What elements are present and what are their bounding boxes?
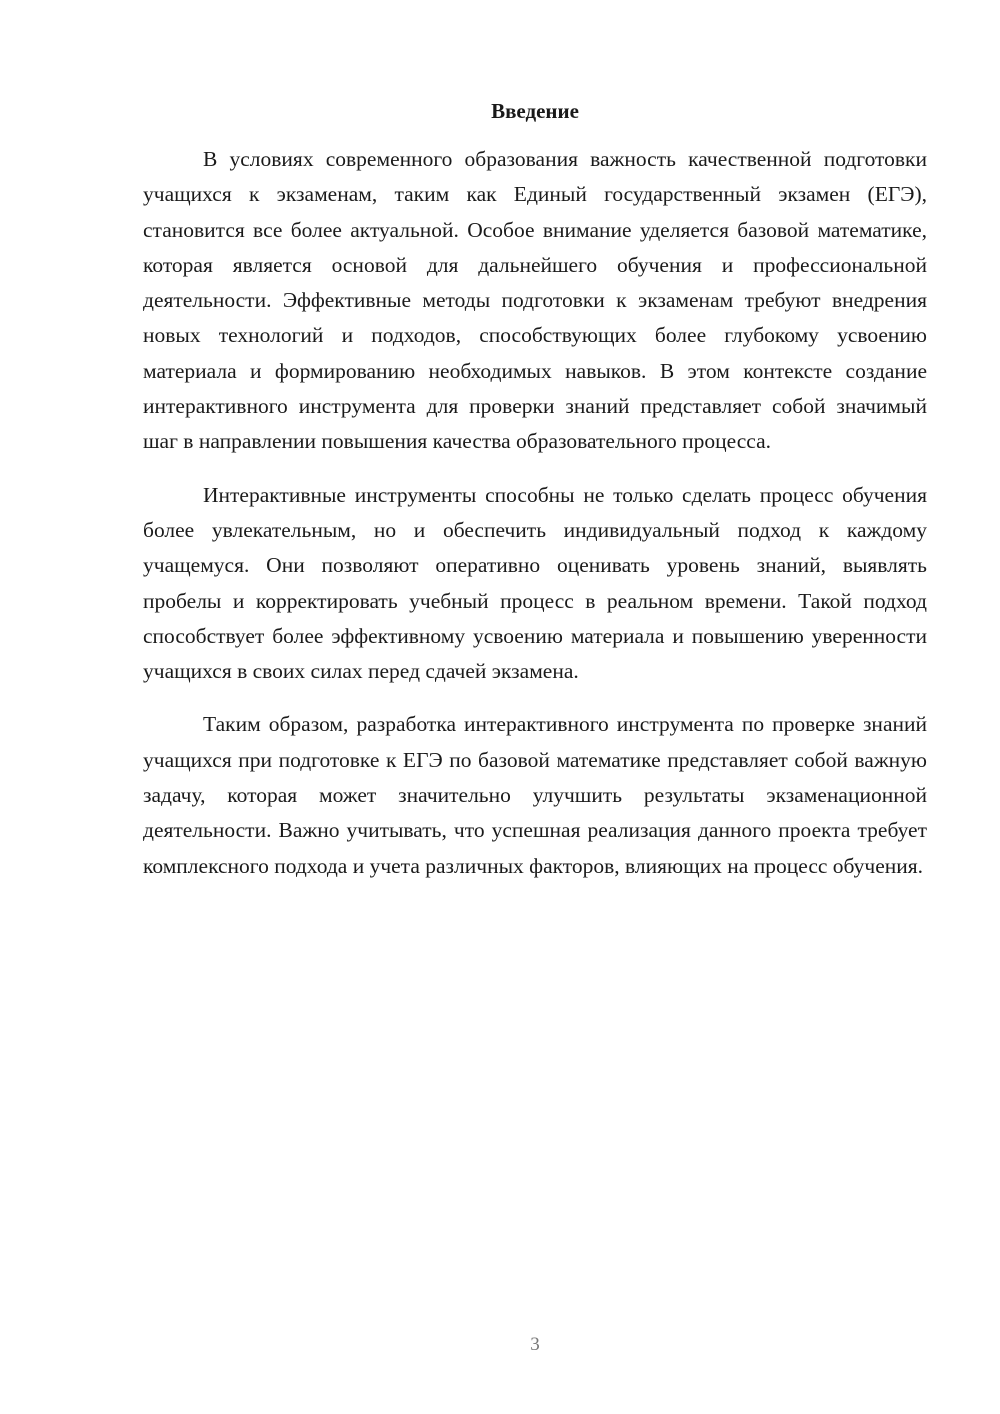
paragraph: Интерактивные инструменты способны не только сделать процесс обучения более увлекательным, но и обеспечить индивидуальный подход к каждому учащемуся. Они позволяют оперативно оценивать уровень знаний, выявлять пробелы и корректировать учебный процесс в реальном времени. Такой подход способствует более эффективному усвоению материала и повышению уверенности учащихся в своих силах перед сдачей экзамена.: [143, 482, 927, 684]
paragraph: В условиях современного образования важность качественной подготовки учащихся к экзаменам, таким как Единый государственный экзамен (ЕГЭ), становится все более актуальной. Особое внимание уделяется базовой математике, которая является основой для дальнейшего обучения и профессиональной деятельности. Эффективные методы подготовки к экзаменам требуют внедрения новых технологий и подходов, способствующих более глубокому усвоению материала и формированию необходимых навыков. В этом контексте создание интерактивного инструмента для проверки знаний представляет собой значимый шаг в направлении повышения качества образовательного процесса.: [143, 147, 927, 454]
body-text: [143, 142, 927, 884]
page-number: 3: [530, 1334, 540, 1355]
paragraph: Таким образом, разработка интерактивного инструмента по проверке знаний учащихся при подготовке к ЕГЭ по базовой математике представляет собой важную задачу, которая может значительно улучшить результаты экзаменационной деятельности. Важно учитывать, что успешная реализация данного проекта требует комплексного подхода и учета различных факторов, влияющих на процесс обучения.: [143, 712, 927, 878]
section-heading: Введение: [491, 99, 579, 123]
